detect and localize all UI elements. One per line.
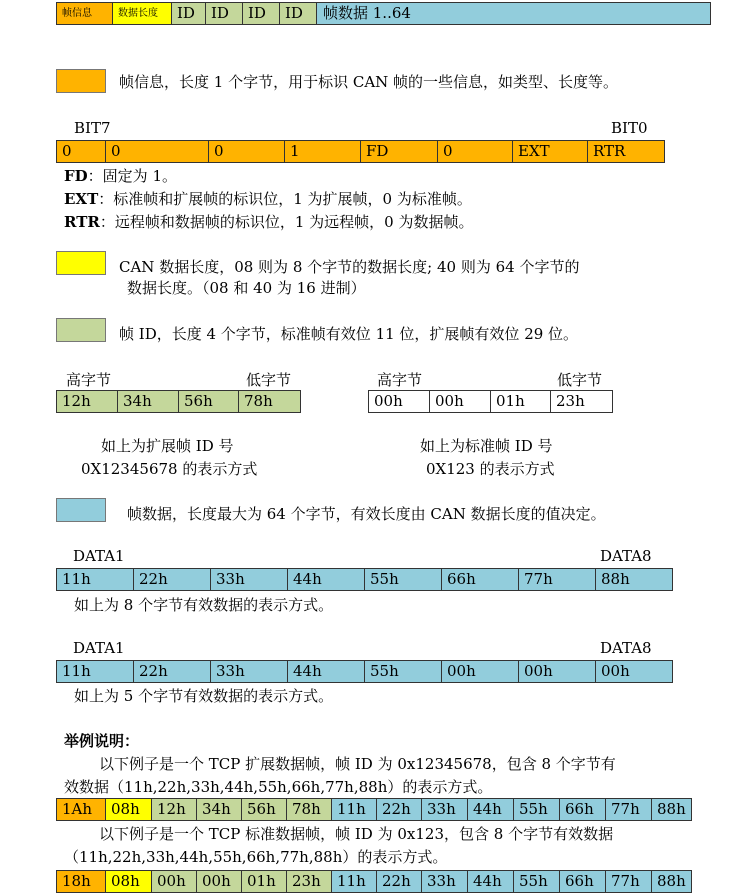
frame-data-cell: 帧数据 1..64 bbox=[316, 2, 711, 25]
data8-first-label: DATA1 bbox=[73, 547, 125, 565]
example-std-cell: 33h bbox=[421, 870, 468, 893]
example-heading: 举例说明： bbox=[64, 732, 140, 750]
bit-cell: 0 bbox=[437, 140, 513, 163]
ext-id-low-label: 低字节 bbox=[246, 371, 292, 389]
data8-caption: 如上为 8 个字节有效数据的表示方式。 bbox=[74, 596, 334, 614]
id-cell: ID bbox=[171, 2, 206, 25]
data8-cell: 77h bbox=[518, 568, 596, 591]
std-id-cell: 00h bbox=[429, 390, 491, 413]
fd-description bbox=[64, 165, 177, 186]
example-ext-description-line1: 以下例子是一个 TCP 扩展数据帧，帧 ID 为 0x12345678，包含 8 个字节有 bbox=[99, 755, 616, 773]
example-std-row bbox=[56, 870, 692, 893]
frame-id-description: 帧 ID，长度 4 个字节，标准帧有效位 11 位，扩展帧有效位 29 位。 bbox=[119, 325, 579, 343]
std-id-caption-line1: 如上为标准帧 ID 号 bbox=[420, 437, 553, 455]
example-ext-cell: 44h bbox=[467, 798, 514, 821]
rtr-label: RTR bbox=[64, 213, 100, 231]
example-ext-cell: 77h bbox=[605, 798, 652, 821]
ext-id-row bbox=[56, 390, 301, 413]
data5-last-label: DATA8 bbox=[600, 639, 652, 657]
data8-row bbox=[56, 568, 673, 591]
example-std-description-line2: （11h,22h,33h,44h,55h,66h,77h,88h）的表示方式。 bbox=[64, 848, 448, 866]
ext-id-cell: 56h bbox=[178, 390, 239, 413]
example-std-description-line1: 以下例子是一个 TCP 标准数据帧，帧 ID 为 0x123，包含 8 个字节有效数据 bbox=[99, 825, 614, 843]
example-std-cell: 88h bbox=[651, 870, 692, 893]
std-id-row bbox=[368, 390, 613, 413]
example-ext-cell: 55h bbox=[513, 798, 560, 821]
id-cell: ID bbox=[205, 2, 243, 25]
data5-first-label: DATA1 bbox=[73, 639, 125, 657]
data5-cell: 22h bbox=[133, 660, 211, 683]
bit-cell: 0 bbox=[56, 140, 106, 163]
frame-layout-row bbox=[56, 2, 711, 25]
ext-id-cell: 78h bbox=[238, 390, 301, 413]
example-ext-cell: 33h bbox=[421, 798, 468, 821]
bit-cell: RTR bbox=[587, 140, 665, 163]
example-ext-description-line2: 效数据（11h,22h,33h,44h,55h,66h,77h,88h）的表示方式。 bbox=[64, 778, 493, 796]
ext-label: EXT bbox=[64, 190, 99, 208]
example-std-cell: 44h bbox=[467, 870, 514, 893]
data-length-description-line1: CAN 数据长度，08 则为 8 个字节的数据长度; 40 则为 64 个字节的 bbox=[119, 258, 580, 276]
data8-cell: 44h bbox=[287, 568, 365, 591]
example-ext-cell: 66h bbox=[559, 798, 606, 821]
ext-id-cell: 12h bbox=[56, 390, 118, 413]
bit-row bbox=[56, 140, 665, 163]
ext-id-high-label: 高字节 bbox=[66, 371, 112, 389]
data5-cell: 44h bbox=[287, 660, 365, 683]
data5-cell: 33h bbox=[210, 660, 288, 683]
rtr-text: ：远程帧和数据帧的标识位，1 为远程帧，0 为数据帧。 bbox=[99, 213, 474, 231]
bit-cell: 0 bbox=[208, 140, 285, 163]
example-std-cell: 11h bbox=[331, 870, 377, 893]
ext-text: ：标准帧和扩展帧的标识位，1 为扩展帧，0 为标准帧。 bbox=[98, 190, 472, 208]
ext-description bbox=[64, 188, 472, 209]
example-ext-cell: 78h bbox=[286, 798, 332, 821]
std-id-cell: 01h bbox=[490, 390, 551, 413]
std-id-cell: 00h bbox=[368, 390, 430, 413]
rtr-description bbox=[64, 211, 473, 232]
data5-cell: 00h bbox=[595, 660, 673, 683]
bit-cell: FD bbox=[360, 140, 438, 163]
bit-cell: EXT bbox=[512, 140, 588, 163]
example-std-cell: 77h bbox=[605, 870, 652, 893]
ext-id-caption-line2: 0X12345678 的表示方式 bbox=[81, 460, 258, 478]
fd-label: FD bbox=[64, 167, 88, 185]
data-length-swatch bbox=[56, 251, 106, 275]
example-ext-cell: 1Ah bbox=[56, 798, 106, 821]
data8-cell: 11h bbox=[56, 568, 134, 591]
data8-cell: 88h bbox=[595, 568, 673, 591]
example-std-cell: 55h bbox=[513, 870, 560, 893]
data5-cell: 00h bbox=[518, 660, 596, 683]
example-ext-cell: 11h bbox=[331, 798, 377, 821]
ext-id-cell: 34h bbox=[117, 390, 179, 413]
example-std-cell: 23h bbox=[286, 870, 332, 893]
std-id-cell: 23h bbox=[550, 390, 613, 413]
std-id-low-label: 低字节 bbox=[557, 371, 603, 389]
std-id-high-label: 高字节 bbox=[377, 371, 423, 389]
id-cell: ID bbox=[242, 2, 280, 25]
data8-cell: 22h bbox=[133, 568, 211, 591]
id-cell: ID bbox=[279, 2, 317, 25]
example-std-cell: 66h bbox=[559, 870, 606, 893]
fd-text: ：固定为 1。 bbox=[87, 167, 177, 185]
example-std-cell: 01h bbox=[241, 870, 287, 893]
example-ext-cell: 12h bbox=[151, 798, 197, 821]
frame-info-cell: 帧信息 bbox=[56, 2, 113, 25]
example-ext-row bbox=[56, 798, 692, 821]
data5-cell: 11h bbox=[56, 660, 134, 683]
data8-cell: 33h bbox=[210, 568, 288, 591]
bit7-label: BIT7 bbox=[74, 119, 111, 137]
example-std-cell: 18h bbox=[56, 870, 106, 893]
data5-caption: 如上为 5 个字节有效数据的表示方式。 bbox=[74, 687, 334, 705]
example-ext-cell: 08h bbox=[105, 798, 152, 821]
data8-cell: 66h bbox=[441, 568, 519, 591]
data8-last-label: DATA8 bbox=[600, 547, 652, 565]
example-ext-cell: 88h bbox=[651, 798, 692, 821]
example-std-cell: 22h bbox=[376, 870, 422, 893]
ext-id-caption-line1: 如上为扩展帧 ID 号 bbox=[101, 437, 234, 455]
data5-cell: 00h bbox=[441, 660, 519, 683]
example-ext-cell: 22h bbox=[376, 798, 422, 821]
data-length-cell: 数据长度 bbox=[112, 2, 172, 25]
data8-cell: 55h bbox=[364, 568, 442, 591]
example-ext-cell: 56h bbox=[241, 798, 287, 821]
frame-id-swatch bbox=[56, 318, 106, 342]
bit-cell: 0 bbox=[105, 140, 209, 163]
data5-cell: 55h bbox=[364, 660, 442, 683]
bit0-label: BIT0 bbox=[611, 119, 648, 137]
frame-info-swatch bbox=[56, 69, 106, 93]
data-length-description-line2: 数据长度。（08 和 40 为 16 进制） bbox=[127, 279, 366, 297]
frame-data-description: 帧数据，长度最大为 64 个字节，有效长度由 CAN 数据长度的值决定。 bbox=[127, 505, 606, 523]
example-std-cell: 00h bbox=[196, 870, 242, 893]
example-std-cell: 00h bbox=[151, 870, 197, 893]
example-std-cell: 08h bbox=[105, 870, 152, 893]
bit-cell: 1 bbox=[284, 140, 361, 163]
frame-data-swatch bbox=[56, 498, 106, 522]
frame-info-description: 帧信息，长度 1 个字节，用于标识 CAN 帧的一些信息，如类型、长度等。 bbox=[119, 73, 619, 91]
std-id-caption-line2: 0X123 的表示方式 bbox=[426, 460, 555, 478]
data5-row bbox=[56, 660, 673, 683]
example-ext-cell: 34h bbox=[196, 798, 242, 821]
